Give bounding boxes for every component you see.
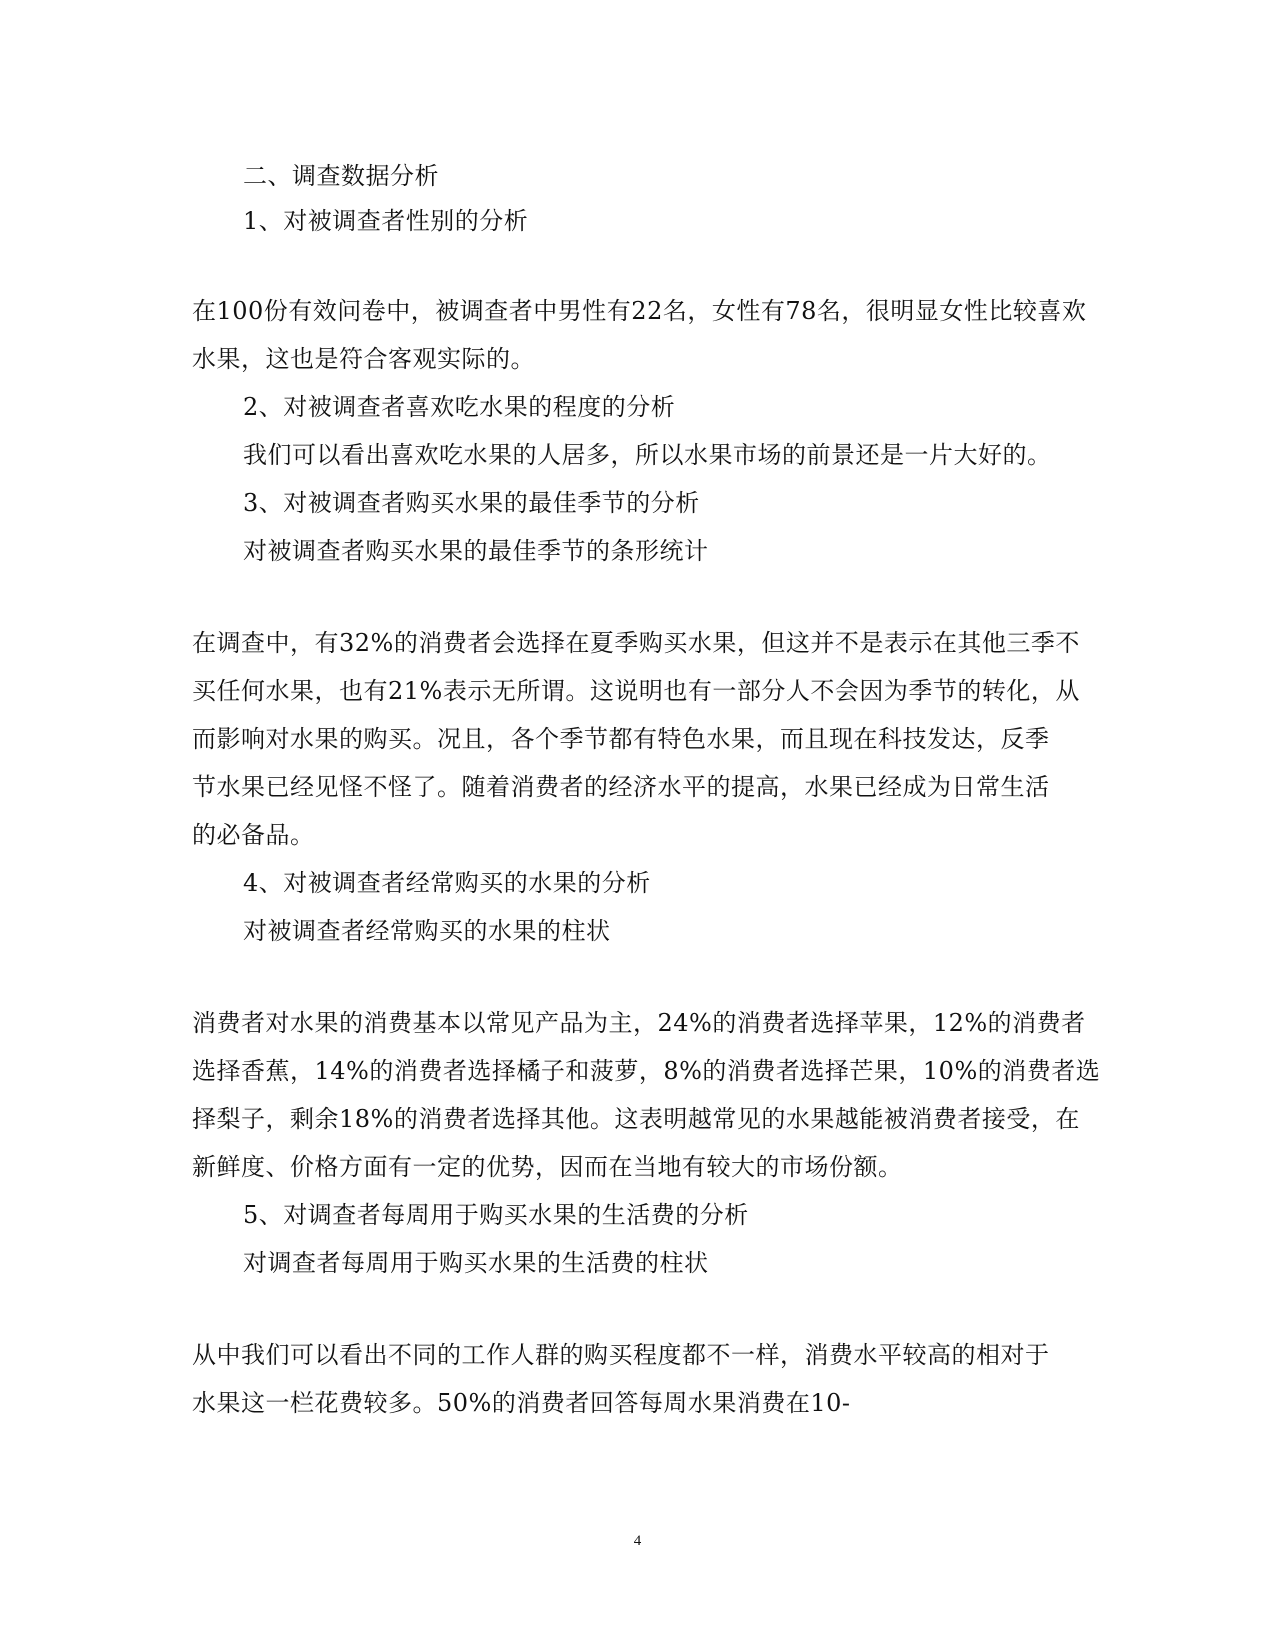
paragraph-line: 水果，这也是符合客观实际的。 bbox=[192, 345, 535, 373]
figure-caption: 对被调查者经常购买的水果的柱状 bbox=[243, 917, 611, 945]
paragraph-line: 水果这一栏花费较多。50%的消费者回答每周水果消费在10- bbox=[192, 1389, 851, 1417]
subsection-heading: 2、对被调查者喜欢吃水果的程度的分析 bbox=[243, 393, 676, 421]
subsection-heading: 1、对被调查者性别的分析 bbox=[243, 207, 529, 235]
paragraph-line: 新鲜度、价格方面有一定的优势，因而在当地有较大的市场份额。 bbox=[192, 1153, 903, 1181]
paragraph-line: 消费者对水果的消费基本以常见产品为主，24%的消费者选择苹果，12%的消费者 bbox=[192, 1009, 1086, 1037]
paragraph-line: 买任何水果，也有21%表示无所谓。这说明也有一部分人不会因为季节的转化，从 bbox=[192, 677, 1080, 705]
section-heading: 二、调查数据分析 bbox=[243, 162, 439, 190]
paragraph-line: 从中我们可以看出不同的工作人群的购买程度都不一样，消费水平较高的相对于 bbox=[192, 1341, 1050, 1369]
subsection-heading: 3、对被调查者购买水果的最佳季节的分析 bbox=[243, 489, 700, 517]
figure-caption: 对调查者每周用于购买水果的生活费的柱状 bbox=[243, 1249, 709, 1277]
page-number: 4 bbox=[633, 1533, 642, 1549]
paragraph-line: 节水果已经见怪不怪了。随着消费者的经济水平的提高，水果已经成为日常生活 bbox=[192, 773, 1050, 801]
paragraph-line: 选择香蕉，14%的消费者选择橘子和菠萝，8%的消费者选择芒果，10%的消费者选 bbox=[192, 1057, 1101, 1085]
subsection-heading: 4、对被调查者经常购买的水果的分析 bbox=[243, 869, 651, 897]
paragraph-line: 而影响对水果的购买。况且，各个季节都有特色水果，而且现在科技发达，反季 bbox=[192, 725, 1050, 753]
subsection-heading: 5、对调查者每周用于购买水果的生活费的分析 bbox=[243, 1201, 749, 1229]
paragraph-line: 在调查中，有32%的消费者会选择在夏季购买水果，但这并不是表示在其他三季不 bbox=[192, 629, 1080, 657]
paragraph-line: 在100份有效问卷中，被调查者中男性有22名，女性有78名，很明显女性比较喜欢 bbox=[192, 297, 1087, 325]
paragraph-line: 我们可以看出喜欢吃水果的人居多，所以水果市场的前景还是一片大好的。 bbox=[243, 441, 1052, 469]
figure-caption: 对被调查者购买水果的最佳季节的条形统计 bbox=[243, 537, 709, 565]
paragraph-line: 择梨子，剩余18%的消费者选择其他。这表明越常见的水果越能被消费者接受，在 bbox=[192, 1105, 1080, 1133]
paragraph-line: 的必备品。 bbox=[192, 821, 315, 849]
